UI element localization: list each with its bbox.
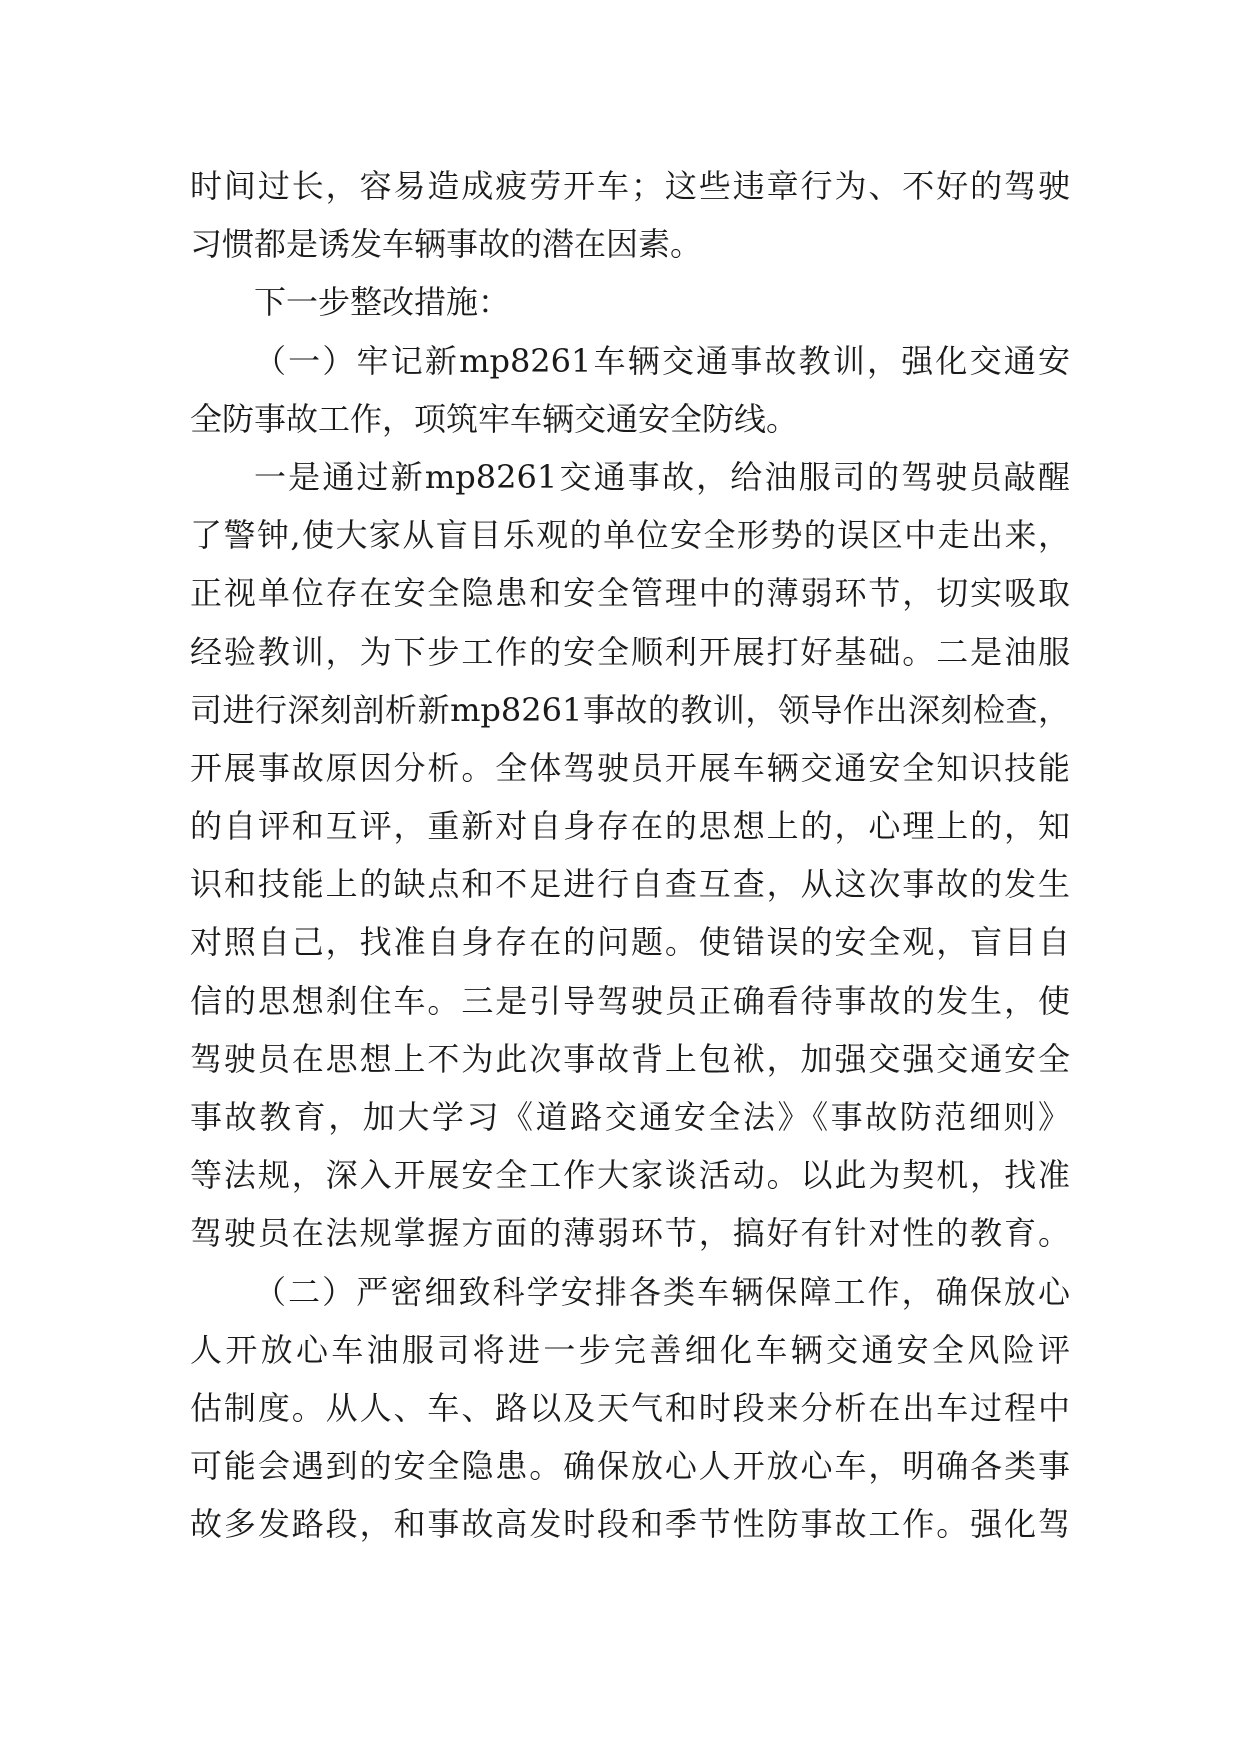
- text-line: 经验教训，为下步工作的安全顺利开展打好基础。二是油服: [190, 632, 1070, 671]
- text-line: （二）严密细致科学安排各类车辆保障工作，确保放心: [254, 1272, 1070, 1311]
- text-line: 习惯都是诱发车辆事故的潜在因素。: [190, 225, 703, 264]
- text-line: 信的思想刹住车。三是引导驾驶员正确看待事故的发生，使: [190, 981, 1070, 1020]
- text-line: （一）牢记新mp8261车辆交通事故教训，强化交通安: [254, 341, 1070, 380]
- text-line: 故多发路段，和事故高发时段和季节性防事故工作。强化驾: [190, 1505, 1070, 1544]
- text-line: 估制度。从人、车、路以及天气和时段来分析在出车过程中: [190, 1388, 1070, 1427]
- text-line: 正视单位存在安全隐患和安全管理中的薄弱环节，切实吸取: [190, 574, 1070, 613]
- text-line: 时间过长，容易造成疲劳开车；这些违章行为、不好的驾驶: [190, 167, 1070, 205]
- text-line: 驾驶员在思想上不为此次事故背上包袱，加强交强交通安全: [190, 1039, 1070, 1078]
- text-line: 下一步整改措施：: [254, 283, 511, 322]
- text-line: 对照自己，找准自身存在的问题。使错误的安全观，盲目自: [190, 923, 1070, 962]
- text-line: 识和技能上的缺点和不足进行自查互查，从这次事故的发生: [190, 865, 1070, 904]
- text-line: 的自评和互评，重新对自身存在的思想上的，心理上的，知: [190, 807, 1070, 846]
- text-line: 开展事故原因分析。全体驾驶员开展车辆交通安全知识技能: [190, 748, 1070, 787]
- text-line: 人开放心车油服司将进一步完善细化车辆交通安全风险评: [190, 1330, 1070, 1369]
- text-line: 可能会遇到的安全隐患。确保放心人开放心车，明确各类事: [190, 1447, 1070, 1486]
- text-line: 等法规，深入开展安全工作大家谈活动。以此为契机，找准: [190, 1156, 1070, 1195]
- text-line: 事故教育，加大学习《道路交通安全法》《事故防范细则》: [190, 1098, 1070, 1136]
- text-line: 全防事故工作，项筑牢车辆交通安全防线。: [190, 399, 799, 438]
- text-line: 司进行深刻剖析新mp8261事故的教训，领导作出深刻检查，: [190, 690, 1070, 729]
- text-line: 一是通过新mp8261交通事故，给油服司的驾驶员敲醒: [254, 457, 1070, 496]
- document-body-text: [190, 157, 1070, 1554]
- text-line: 驾驶员在法规掌握方面的薄弱环节，搞好有针对性的教育。: [190, 1214, 1070, 1253]
- text-line: 了警钟,使大家从盲目乐观的单位安全形势的误区中走出来，: [190, 516, 1070, 555]
